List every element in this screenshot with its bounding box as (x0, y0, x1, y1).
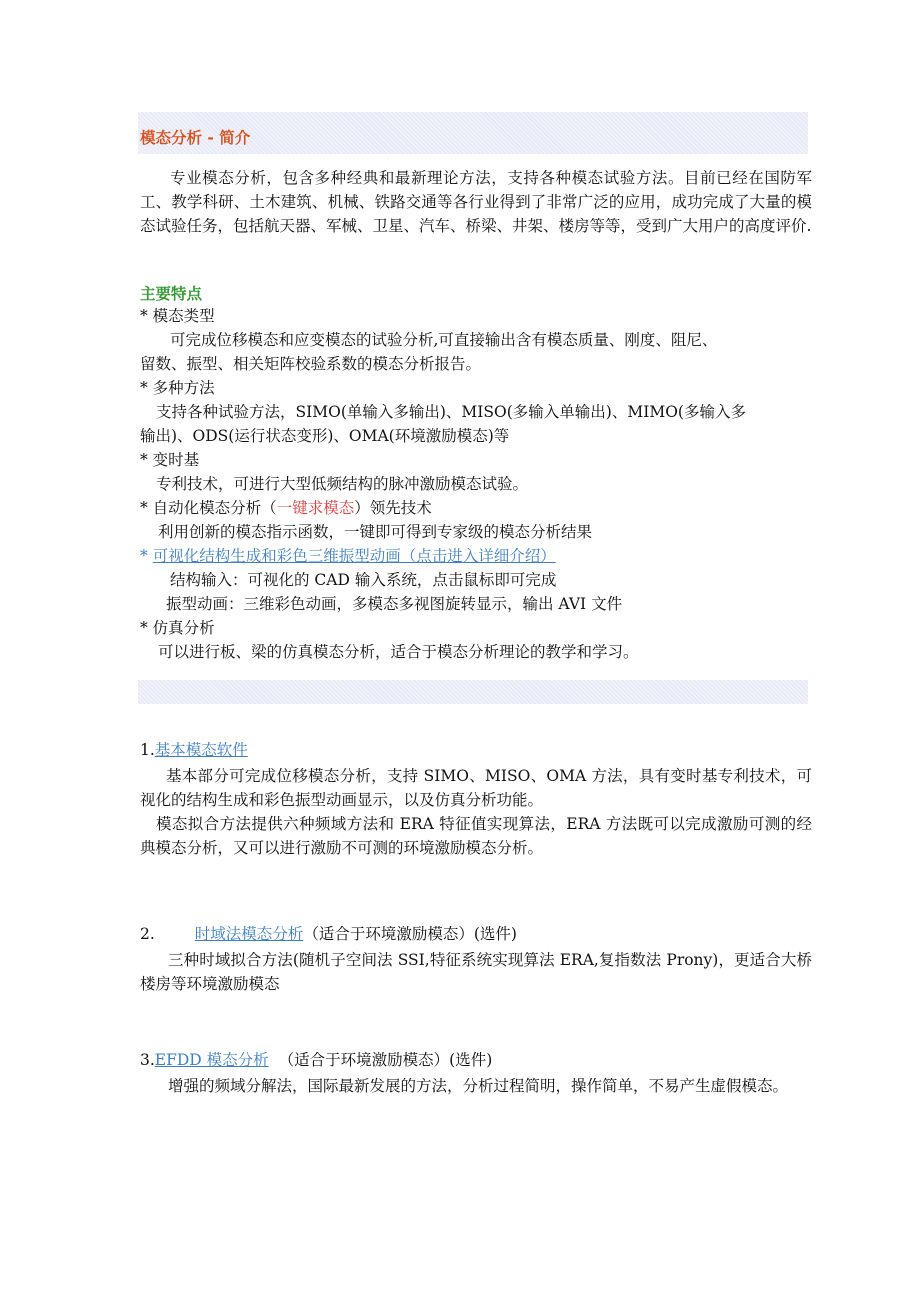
product-time-domain-para1: 三种时域拟合方法(随机子空间法 SSI,特征系统实现算法 ERA,复指数法 Prony)，更适合大桥楼房等环境激励模态 (140, 951, 812, 993)
one-key-highlight: 一键求模态 (276, 499, 355, 517)
features-heading: 主要特点 (140, 285, 203, 303)
feature-simulation-title: * 仿真分析 (140, 619, 215, 637)
efdd-link-acronym: EFDD (154, 1051, 202, 1069)
efdd-link-text: 模态分析 (201, 1051, 269, 1069)
time-domain-modal-link[interactable]: 时域法模态分析 (194, 925, 304, 943)
feature-visualization-line1: 结构输入：可视化的 CAD 输入系统，点击鼠标即可完成 (170, 571, 557, 589)
basic-modal-software-link[interactable]: 基本模态软件 (154, 741, 248, 759)
intro-paragraph: 专业模态分析，包含多种经典和最新理论方法，支持各种模态试验方法。目前已经在国防军工、教学科研、土木建筑、机械、铁路交通等各行业得到了非常广泛的应用，成功完成了大量的模态试验任务，包括航天器、军械、卫星、汽车、桥梁、井架、楼房等等，受到广大用户的高度评价. (140, 169, 812, 235)
product-basic-para1: 基本部分可完成位移模态分析，支持 SIMO、MISO、OMA 方法，具有变时基专利技术，可视化的结构生成和彩色振型动画显示，以及仿真分析功能。 (140, 767, 812, 809)
feature-modal-type-title: * 模态类型 (140, 307, 215, 325)
feature-visualization-title (140, 546, 812, 566)
product-efdd-number: 3. (140, 1051, 155, 1069)
feature-modal-type-line1: 可完成位移模态和应变模态的试验分析,可直接输出含有模态质量、刚度、阻尼、 (170, 331, 718, 349)
feature-visualization-star: * (140, 547, 148, 565)
visualization-detail-link[interactable]: 可视化结构生成和彩色三维振型动画（点击进入详细介绍） (152, 547, 556, 565)
feature-visualization-line2: 振型动画：三维彩色动画，多模态多视图旋转显示，输出 AVI 文件 (166, 595, 623, 613)
product-efdd-heading (140, 1050, 812, 1070)
feature-auto-modal-title (140, 498, 812, 518)
separator-band (138, 680, 808, 704)
feature-modal-type-line2: 留数、振型、相关矩阵校验系数的模态分析报告。 (140, 355, 482, 373)
product-time-domain-suffix: （适合于环境激励模态）(选件) (303, 925, 517, 943)
feature-time-base-title: * 变时基 (140, 451, 200, 469)
feature-methods-title: * 多种方法 (140, 379, 215, 397)
product-basic-heading (140, 740, 812, 760)
feature-simulation-line1: 可以进行板、梁的仿真模态分析，适合于模态分析理论的教学和学习。 (158, 643, 639, 661)
feature-auto-modal-line1: 利用创新的模态指示函数，一键即可得到专家级的模态分析结果 (158, 523, 593, 541)
product-efdd-suffix: （适合于环境激励模态）(选件) (278, 1051, 493, 1069)
product-time-domain-heading (140, 924, 812, 944)
feature-auto-modal-prefix: * 自动化模态分析（ (140, 499, 277, 517)
product-time-domain-number: 2. (140, 925, 155, 943)
intro-title: 模态分析 - 简介 (140, 129, 251, 147)
efdd-modal-link[interactable] (155, 1051, 269, 1069)
feature-methods-line2: 输出)、ODS(运行状态变形)、OMA(环境激励模态)等 (140, 427, 510, 445)
feature-methods-line1: 支持各种试验方法，SIMO(单输入多输出)、MISO(多输入单输出)、MIMO(多输入多 (156, 403, 746, 421)
product-basic-para2: 模态拟合方法提供六种频域方法和 ERA 特征值实现算法，ERA 方法既可以完成激励可测的经典模态分析，又可以进行激励不可测的环境激励模态分析。 (140, 815, 812, 857)
product-basic-number: 1. (140, 741, 155, 759)
feature-time-base-line1: 专利技术，可进行大型低频结构的脉冲激励模态试验。 (156, 475, 529, 493)
feature-auto-modal-suffix: ）领先技术 (354, 499, 432, 517)
product-efdd-para1: 增强的频域分解法，国际最新发展的方法，分析过程简明，操作简单，不易产生虚假模态。 (168, 1077, 789, 1095)
